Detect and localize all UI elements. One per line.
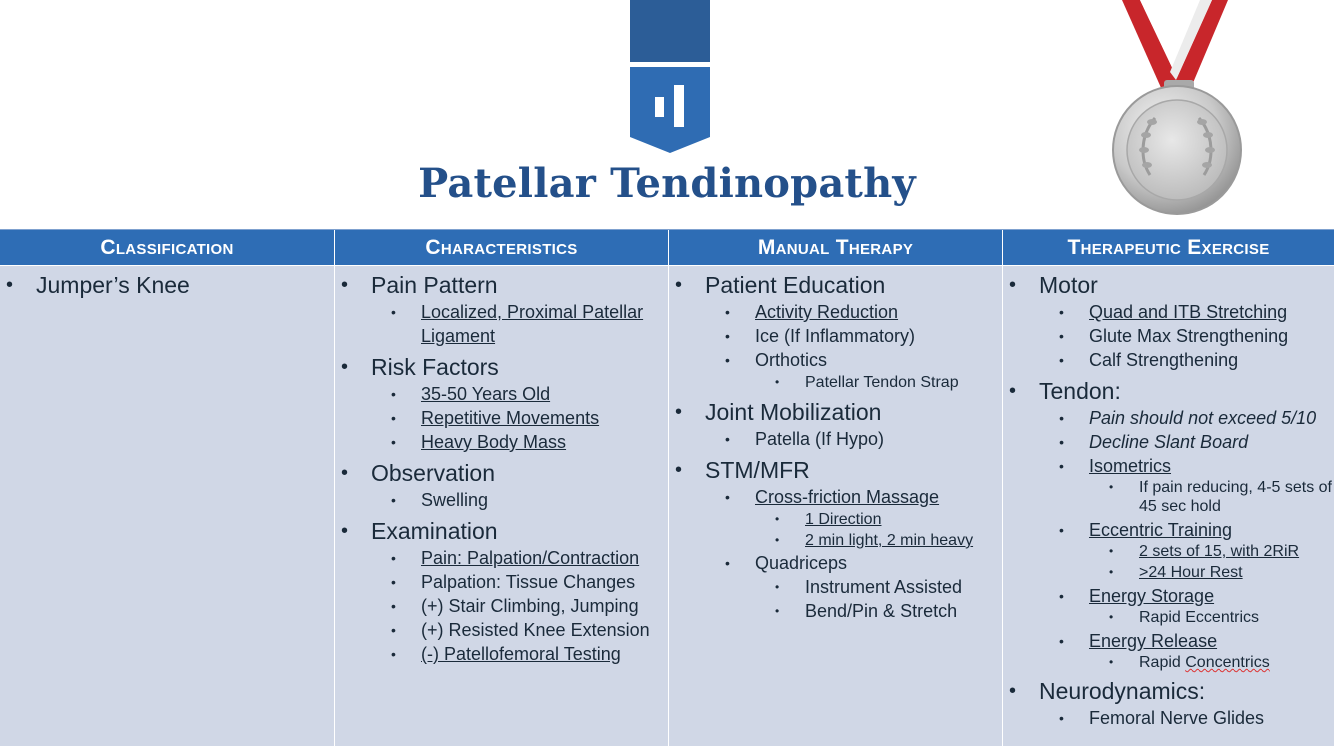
list-item: • Cross-friction Massage • 1 Direction • 2 min light, 2 min heavy: [705, 485, 1002, 551]
list-item: • (+) Resisted Knee Extension: [371, 618, 668, 642]
column-header-classification: Classification: [0, 230, 335, 265]
list-item: • Tendon: • Pain should not exceed 5/10 • Decline Slant Board • Isometrics • If pain reducing, 4-5 sets of 45 sec hold • Eccentric Training • 2 sets of 15, with 2RiR • >24 Hour Rest • Energy Storage • Rapid Eccentrics • Energy Release • Rapid Concentrics: [1003, 378, 1334, 672]
list-item: • Energy Storage • Rapid Eccentrics: [1039, 584, 1334, 627]
list-item: • 35-50 Years Old: [371, 382, 668, 406]
list-item: • Activity Reduction: [705, 300, 1002, 324]
list-item: • 2 sets of 15, with 2RiR: [1039, 542, 1334, 561]
list-item: • Observation • Swelling: [335, 460, 668, 512]
list-item: • Motor • Quad and ITB Stretching • Glute Max Strengthening • Calf Strengthening: [1003, 272, 1334, 372]
list-item: • Decline Slant Board: [1039, 430, 1334, 454]
list-item: • Glute Max Strengthening: [1039, 324, 1334, 348]
classification-cell: [0, 266, 335, 746]
list-item: • Pain Pattern • Localized, Proximal Patellar Ligament: [335, 272, 668, 348]
list-item: • Neurodynamics: • Femoral Nerve Glides: [1003, 678, 1334, 730]
list-item: • Patient Education • Activity Reduction • Ice (If Inflammatory) • Orthotics • Patellar Tendon Strap: [669, 272, 1002, 393]
list-item: • STM/MFR • Cross-friction Massage • 1 Direction • 2 min light, 2 min heavy • Quadriceps • Instrument Assisted • Bend/Pin & Stretch: [669, 457, 1002, 623]
list-item: • Isometrics • If pain reducing, 4-5 sets of 45 sec hold: [1039, 454, 1334, 516]
list-item: • (+) Stair Climbing, Jumping: [371, 594, 668, 618]
list-item: • Rapid Concentrics: [1039, 653, 1334, 672]
silver-medal-icon: [1100, 0, 1250, 220]
list-item: • Rapid Eccentrics: [1039, 608, 1334, 627]
list-item: • Energy Release • Rapid Concentrics: [1039, 629, 1334, 672]
list-item: • Eccentric Training • 2 sets of 15, with 2RiR • >24 Hour Rest: [1039, 518, 1334, 582]
list-item: • Localized, Proximal Patellar Ligament: [371, 300, 668, 348]
therapeutic-exercise-cell: [1003, 266, 1334, 746]
list-item: • Quadriceps • Instrument Assisted • Bend/Pin & Stretch: [705, 551, 1002, 623]
list-item: • Repetitive Movements: [371, 406, 668, 430]
logo-top-block: [630, 0, 710, 62]
therapy-table: [0, 229, 1334, 746]
list-item: • Bend/Pin & Stretch: [705, 599, 1002, 623]
list-item: • Pain: Palpation/Contraction: [371, 546, 668, 570]
list-item: • Joint Mobilization • Patella (If Hypo): [669, 399, 1002, 451]
list-item: • Risk Factors • 35-50 Years Old • Repetitive Movements • Heavy Body Mass: [335, 354, 668, 454]
table-header-row: [0, 229, 1334, 265]
list-item: • Instrument Assisted: [705, 575, 1002, 599]
list-item: • Ice (If Inflammatory): [705, 324, 1002, 348]
list-item: • Examination • Pain: Palpation/Contraction • Palpation: Tissue Changes • (+) Stair Climbing, Jumping • (+) Resisted Knee Extension • (-) Patellofemoral Testing: [335, 518, 668, 666]
page-title: Patellar Tendinopathy: [418, 160, 916, 207]
list-item: • Swelling: [371, 488, 668, 512]
list-item: • Quad and ITB Stretching: [1039, 300, 1334, 324]
list-item: • Heavy Body Mass: [371, 430, 668, 454]
list-item: • 2 min light, 2 min heavy: [705, 530, 1002, 551]
list-item: • Patellar Tendon Strap: [705, 372, 1002, 393]
list-item: • If pain reducing, 4-5 sets of 45 sec hold: [1039, 478, 1334, 516]
bar-chart-banner-icon: [630, 67, 710, 153]
list-item: • >24 Hour Rest: [1039, 563, 1334, 582]
list-item: • 1 Direction: [705, 509, 1002, 530]
column-header-manual-therapy: Manual Therapy: [669, 230, 1003, 265]
list-item: • Femoral Nerve Glides: [1039, 706, 1334, 730]
list-item: • Jumper’s Knee: [0, 272, 334, 299]
list-item: • Palpation: Tissue Changes: [371, 570, 668, 594]
characteristics-cell: [335, 266, 669, 746]
list-item: • Patella (If Hypo): [705, 427, 1002, 451]
list-item: • Pain should not exceed 5/10: [1039, 406, 1334, 430]
list-item: • (-) Patellofemoral Testing: [371, 642, 668, 666]
list-item: • Calf Strengthening: [1039, 348, 1334, 372]
manual-therapy-cell: [669, 266, 1003, 746]
list-item: • Orthotics • Patellar Tendon Strap: [705, 348, 1002, 393]
column-header-therapeutic-exercise: Therapeutic Exercise: [1067, 235, 1270, 259]
column-header-characteristics: Characteristics: [335, 230, 669, 265]
table-body-row: [0, 265, 1334, 746]
